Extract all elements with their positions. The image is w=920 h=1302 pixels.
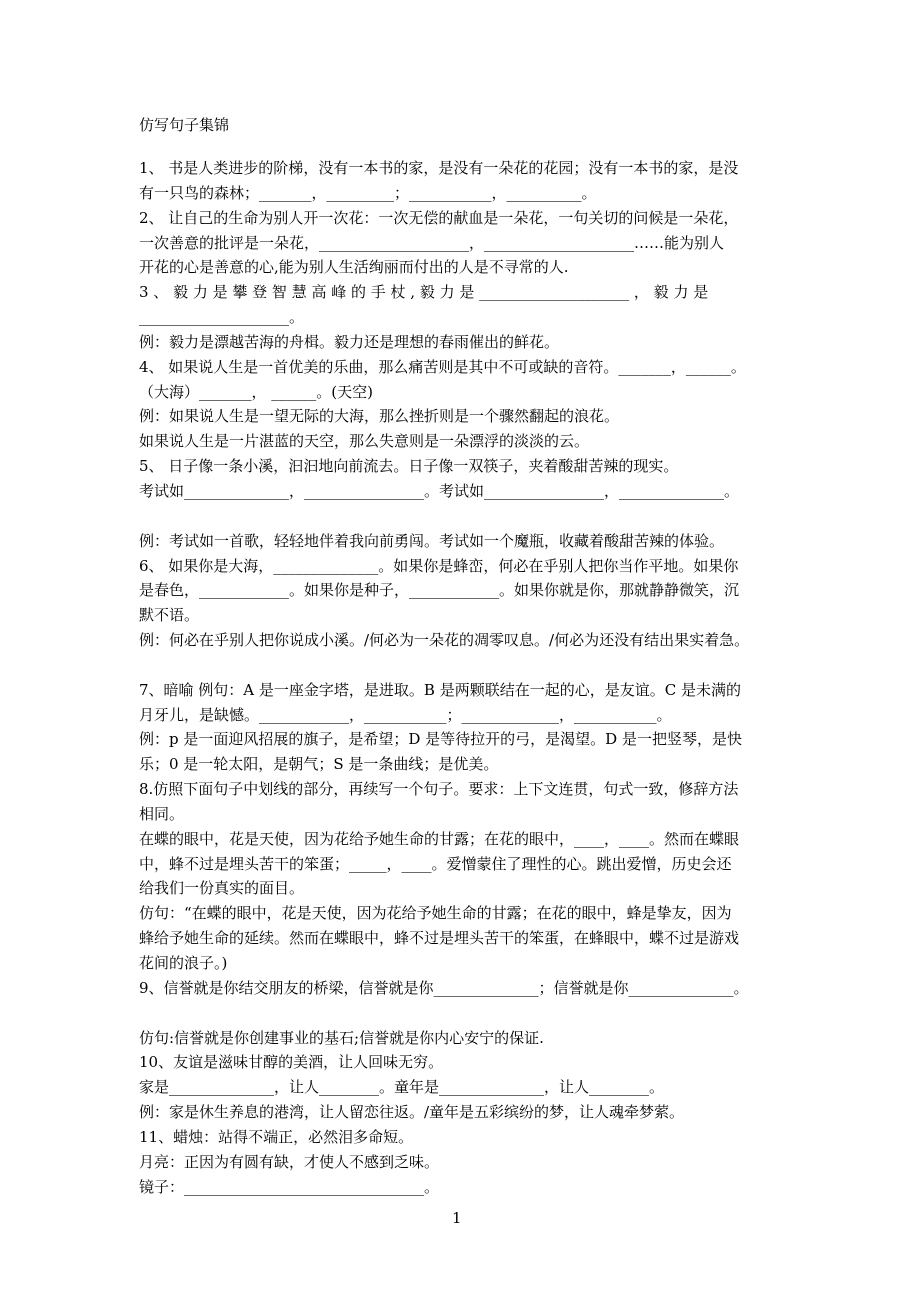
blank-line xyxy=(139,653,789,678)
text-line: 仿句:信誉就是你创建事业的基石;信誉就是你内心安宁的保证. xyxy=(139,1028,544,1047)
text-line: 月亮：正因为有圆有缺，才使人不感到乏味。 xyxy=(139,1152,440,1171)
text-line: 1、 书是人类进步的阶梯，没有一本书的家，是没有一朵花的花园；没有一本书的家，是没 xyxy=(139,159,739,177)
text-line: 如果说人生是一片湛蓝的天空，那么失意则是一朵漂浮的淡淡的云。 xyxy=(139,432,590,451)
text-line: 是春色，____________。如果你是种子，____________。如果你就是你，那就静静微笑，沉 xyxy=(139,581,740,600)
text-line: 例：考试如一首歌，轻轻地伴着我向前勇闯。考试如一个魔瓶，收藏着酸甜苦辣的体验。 xyxy=(139,531,725,550)
text-line: 开花的心是善意的心,能为别人生活绚丽而付出的人是不寻常的人. xyxy=(139,258,569,277)
text-line: 7、暗喻 例句：A 是一座金字塔，是进取。B 是两颗联结在一起的心，是友谊。C 是未满的 xyxy=(139,680,741,699)
text-line: 5、 日子像一条小溪，汩汩地向前流去。日子像一双筷子，夹着酸甜苦辣的现实。 xyxy=(139,457,679,476)
text-line: 仿句：“在蝶的眼中，花是天使，因为花给予她生命的甘露；在花的眼中，蜂是挚友，因为 xyxy=(139,904,732,923)
text-line: 例：如果说人生是一望无际的大海，那么挫折则是一个骤然翻起的浪花。 xyxy=(139,407,620,426)
text-line: 例：毅力是漂越苦海的舟楫。毅力还是理想的春雨催出的鲜花。 xyxy=(139,332,560,351)
blank-line xyxy=(139,1001,789,1026)
text-line: 10、友谊是滋味甘醇的美酒，让人回味无穷。 xyxy=(139,1053,444,1072)
blank-line xyxy=(139,504,789,529)
text-line: 镜子：________________________________。 xyxy=(139,1177,440,1196)
text-line: 2、 让自己的生命为别人开一次花：一次无偿的献血是一朵花，一句关切的问候是一朵花， xyxy=(139,208,739,227)
text-line: 一次善意的批评是一朵花，____________________，____________________……能为别人 xyxy=(139,233,725,252)
text-line: 乐；0 是一轮太阳，是朝气；S 是一条曲线；是优美。 xyxy=(139,755,499,774)
text-line: 家是______________，让人________。童年是______________，让人________。 xyxy=(139,1078,665,1097)
document-body xyxy=(139,156,789,1199)
text-line: 默不语。 xyxy=(139,606,200,625)
text-line: 例：p 是一面迎风招展的旗子，是希望；D 是等待拉开的弓，是渴望。D 是一把竖琴，是快 xyxy=(139,730,742,749)
text-line: 相同。 xyxy=(139,804,185,823)
text-line: 考试如______________，________________。考试如________________，______________。 xyxy=(139,481,740,500)
text-line: （大海）_______， ______。(天空) xyxy=(139,382,373,401)
text-line: 月牙儿，是缺憾。____________，___________；_____________，___________。 xyxy=(139,705,672,724)
text-line: 11、蜡烛：站得不端正，必然泪多命短。 xyxy=(139,1127,414,1146)
text-line: 8.仿照下面句子中划线的部分，再续写一个句子。要求：上下文连贯，句式一致，修辞方法 xyxy=(139,780,739,799)
page-number: 1 xyxy=(452,1209,462,1227)
text-line: 例：何必在乎别人把你说成小溪。/何必为一朵花的凋零叹息。/何必为还没有结出果实着急。 xyxy=(139,631,750,650)
text-line: 例：家是休生养息的港湾，让人留恋往返。/童年是五彩缤纷的梦，让人魂牵梦萦。 xyxy=(139,1103,685,1122)
text-line: 9、信誉就是你结交朋友的桥梁，信誉就是你______________；信誉就是你______________。 xyxy=(139,978,749,997)
text-line: 有一只鸟的森林；_______，_________；___________，__________。 xyxy=(139,183,597,202)
page-title: 仿写句子集锦 xyxy=(139,116,230,134)
text-line: 中，蜂不过是埋头苦干的笨蛋；_____，____。爱憎蒙住了理性的心。跳出爱憎，历史会还 xyxy=(139,854,732,873)
text-line: ____________________。 xyxy=(139,308,305,327)
text-line: 3 、 毅 力 是 攀 登 智 慧 高 峰 的 手 杖 , 毅 力 是 ____________________ ， 毅 力 是 xyxy=(139,283,709,302)
text-line: 花间的浪子。) xyxy=(139,954,228,972)
text-line: 给我们一份真实的面目。 xyxy=(139,879,305,898)
text-line: 6、 如果你是大海，______________。如果你是蜂峦，何必在乎别人把你当作平地。如果你 xyxy=(139,556,739,575)
text-line: 蜂给予她生命的延续。然而在蝶眼中，蜂不过是埋头苦干的笨蛋，在蜂眼中，蝶不过是游戏 xyxy=(139,929,740,948)
text-line: 4、 如果说人生是一首优美的乐曲，那么痛苦则是其中不可或缺的音符。_______，______。 xyxy=(139,357,746,376)
text-line: 在蝶的眼中，花是天使，因为花给予她生命的甘露；在花的眼中，____，____。然而在蝶眼 xyxy=(139,829,740,848)
